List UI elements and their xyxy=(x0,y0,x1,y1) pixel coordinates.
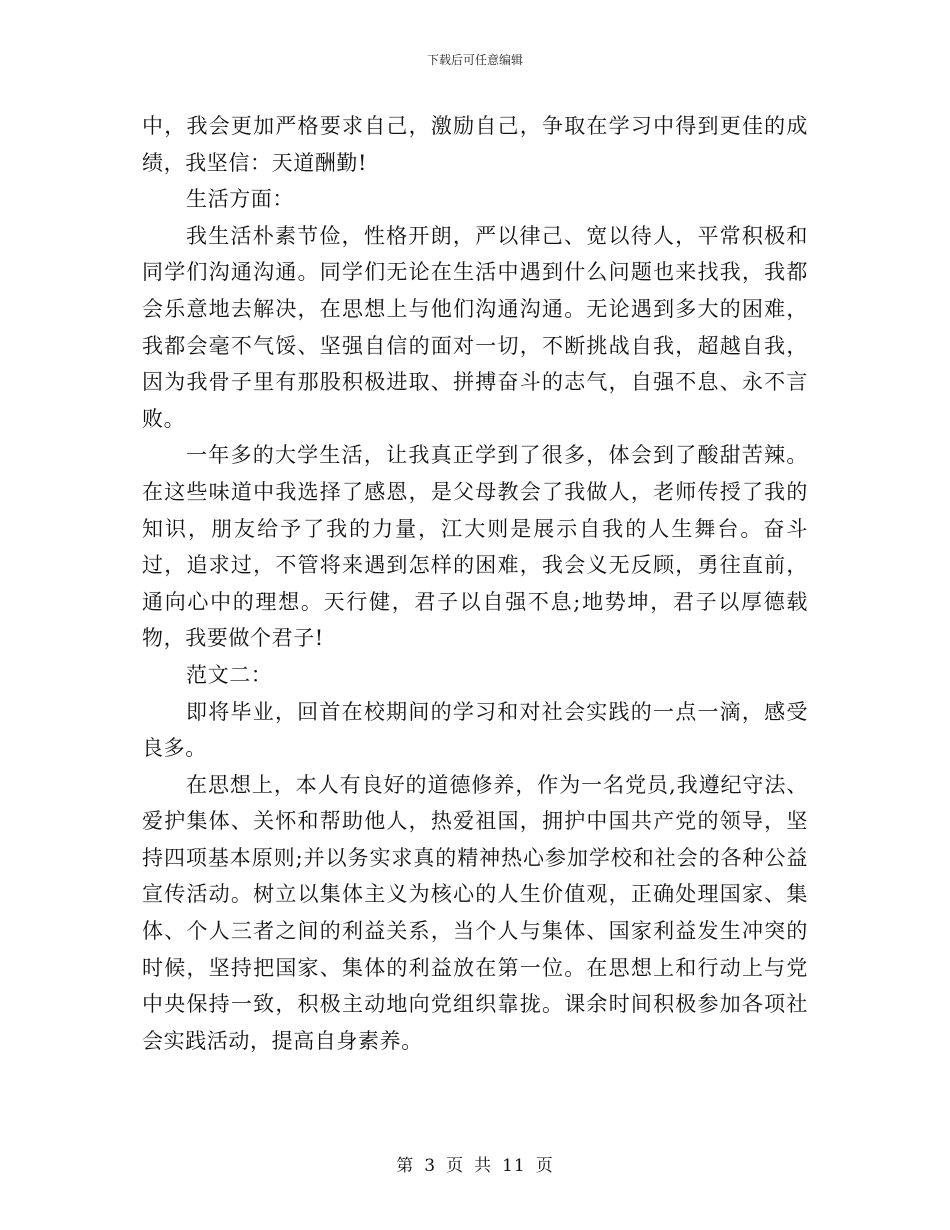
page-header xyxy=(0,52,950,68)
header-text: 下载后可任意编辑 xyxy=(426,53,523,67)
footer-total-pages: 11 xyxy=(502,1156,526,1176)
page-footer xyxy=(0,1155,950,1177)
paragraph-4: 一年多的大学生活，让我真正学到了很多，体会到了酸甜苦辣。在这些味道中我选择了感恩，是父母教会了我做人，老师传授了我的知识，朋友给予了我的力量，江大则是展示自我的人生舞台。奋斗过，追求过，不管将来遇到怎样的困难，我会义无反顾，勇往直前，通向心中的理想。天行健，君子以自强不息;地势坤，君子以厚德载物，我要做个君子! xyxy=(142,443,808,651)
footer-label-total: 共 xyxy=(474,1156,493,1176)
paragraph-3: 我生活朴素节俭，性格开朗，严以律己、宽以待人，平常积极和同学们沟通沟通。同学们无论在生活中遇到什么问题也来找我，我都会乐意地去解决，在思想上与他们沟通沟通。无论遇到多大的困难，我都会毫不气馁、坚强自信的面对一切，不断挑战自我，超越自我，因为我骨子里有那股积极进取、拼搏奋斗的志气，自强不息、永不言败。 xyxy=(142,223,808,431)
footer-label-total-unit: 页 xyxy=(535,1156,554,1176)
section-heading-sample-two: 范文二： xyxy=(186,662,273,687)
footer-label-page: 第 xyxy=(396,1156,415,1176)
footer-current-page: 3 xyxy=(424,1156,437,1176)
document-body xyxy=(142,108,808,1059)
paragraph-1: 中，我会更加严格要求自己，激励自己，争取在学习中得到更佳的成绩，我坚信：天道酬勤! xyxy=(142,114,808,175)
paragraph-6: 即将毕业，回首在校期间的学习和对社会实践的一点一滴，感受良多。 xyxy=(142,699,808,761)
section-heading-life: 生活方面： xyxy=(186,187,294,212)
footer-label-page-unit: 页 xyxy=(446,1156,465,1176)
paragraph-7: 在思想上，本人有良好的道德修养，作为一名党员,我遵纪守法、爱护集体、关怀和帮助他人，热爱祖国，拥护中国共产党的领导，坚持四项基本原则;并以务实求真的精神热心参加学校和社会的各种公益宣传活动。树立以集体主义为核心的人生价值观，正确处理国家、集体、个人三者之间的利益关系，当个人与集体、国家利益发生冲突的时候，坚持把国家、集体的利益放在第一位。在思想上和行动上与党中央保持一致，积极主动地向党组织靠拢。课余时间积极参加各项社会实践活动，提高自身素养。 xyxy=(142,772,808,1053)
